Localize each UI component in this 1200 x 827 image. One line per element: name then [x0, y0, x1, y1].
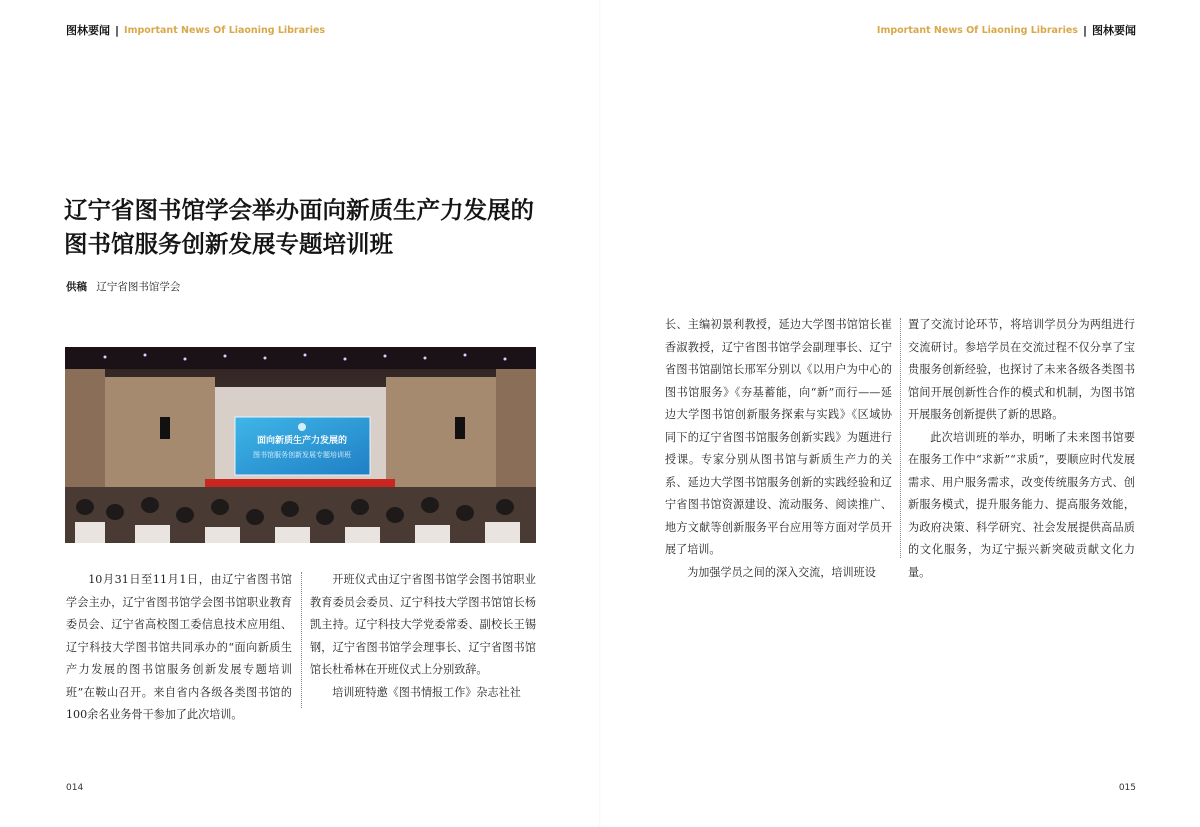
article-title — [64, 193, 564, 261]
column-2 — [310, 569, 536, 704]
paragraph: 培训班特邀《图书情报工作》杂志社社 — [332, 685, 521, 699]
article-title-line-1: 辽宁省图书馆学会举办面向新质生产力发展的 — [64, 196, 534, 224]
conference-photo — [65, 347, 536, 543]
paragraph: 开班仪式由辽宁省图书馆学会图书馆职业教育委员会委员、辽宁科技大学图书馆馆长杨凯主持。辽宁科技大学党委常委、副校长王锡钢，辽宁省图书馆学会理事长、辽宁省图书馆馆长杜希林在开班仪式上分别致辞。 — [310, 573, 536, 676]
paragraph: 10月31日至11月1日，由辽宁省图书馆学会主办，辽宁省图书馆学会图书馆职业教育委员会、辽宁省高校图工委信息技术应用组、辽宁科技大学图书馆共同承办的“面向新质生产力发展的图书馆服务创新发展专题培训班”在鞍山召开。来自省内各级各类图书馆的100余名业务骨干参加了此次培训。 — [66, 573, 292, 721]
section-subtitle-left: Important News Of Liaoning Libraries — [124, 24, 326, 36]
page-number-right: 015 — [1118, 783, 1136, 793]
byline-label: 供稿 — [66, 281, 87, 293]
column-1 — [66, 569, 292, 727]
column-3 — [665, 314, 892, 584]
byline — [66, 279, 180, 294]
paragraph: 置了交流讨论环节，将培训学员分为两组进行交流研讨。参培学员在交流过程不仅分享了宝贵服务创新经验，也探讨了未来各级各类图书馆间开展创新性合作的模式和机制，为图书馆开展服务创新提供了新的思路。 — [908, 318, 1135, 421]
article-title-line-2: 图书馆服务创新发展专题培训班 — [64, 230, 393, 258]
page-gutter — [599, 0, 601, 827]
section-title-left: 图林要闻 — [66, 24, 110, 37]
page-number-left: 014 — [66, 783, 84, 793]
header-separator-left: | — [115, 23, 120, 37]
photo-screen-line-2: 图书馆服务创新发展专题培训班 — [253, 451, 351, 459]
paragraph: 此次培训班的举办，明晰了未来图书馆要在服务工作中“求新”“求质”，要顺应时代发展需求、用户服务需求，改变传统服务方式、创新服务模式，提升服务能力、提高服务效能，为政府决策、科学研究、社会发展提供高品质的文化服务，为辽宁振兴新突破贡献文化力量。 — [908, 430, 1135, 579]
column-divider — [900, 318, 901, 558]
conference-photo-illustration — [65, 347, 536, 543]
column-divider — [301, 572, 302, 708]
paragraph: 长、主编初景利教授，延边大学图书馆馆长崔香淑教授，辽宁省图书馆学会副理事长、辽宁省图书馆副馆长邢军分别以《以用户为中心的图书馆服务》《夯基蓄能，向“新”而行——延边大学图书馆创新服务探索与实践》《区域协同下的辽宁省图书馆服务创新实践》为题进行授课。专家分别从图书馆与新质生产力的关系、延边大学图书馆服务创新的实践经验和辽宁省图书馆资源建设、流动服务、阅读推广、地方文献等创新服务平台应用等方面对学员开展了培训。 — [665, 318, 892, 556]
header-right — [877, 22, 1136, 38]
section-subtitle-right: Important News Of Liaoning Libraries — [876, 24, 1078, 36]
section-title-right: 图林要闻 — [1092, 24, 1136, 37]
header-left — [66, 22, 325, 38]
byline-value: 辽宁省图书馆学会 — [96, 281, 181, 293]
photo-screen-line-1: 面向新质生产力发展的 — [256, 436, 348, 446]
paragraph: 为加强学员之间的深入交流，培训班设 — [687, 565, 876, 579]
header-separator-right: | — [1082, 23, 1087, 37]
column-4 — [908, 314, 1135, 584]
